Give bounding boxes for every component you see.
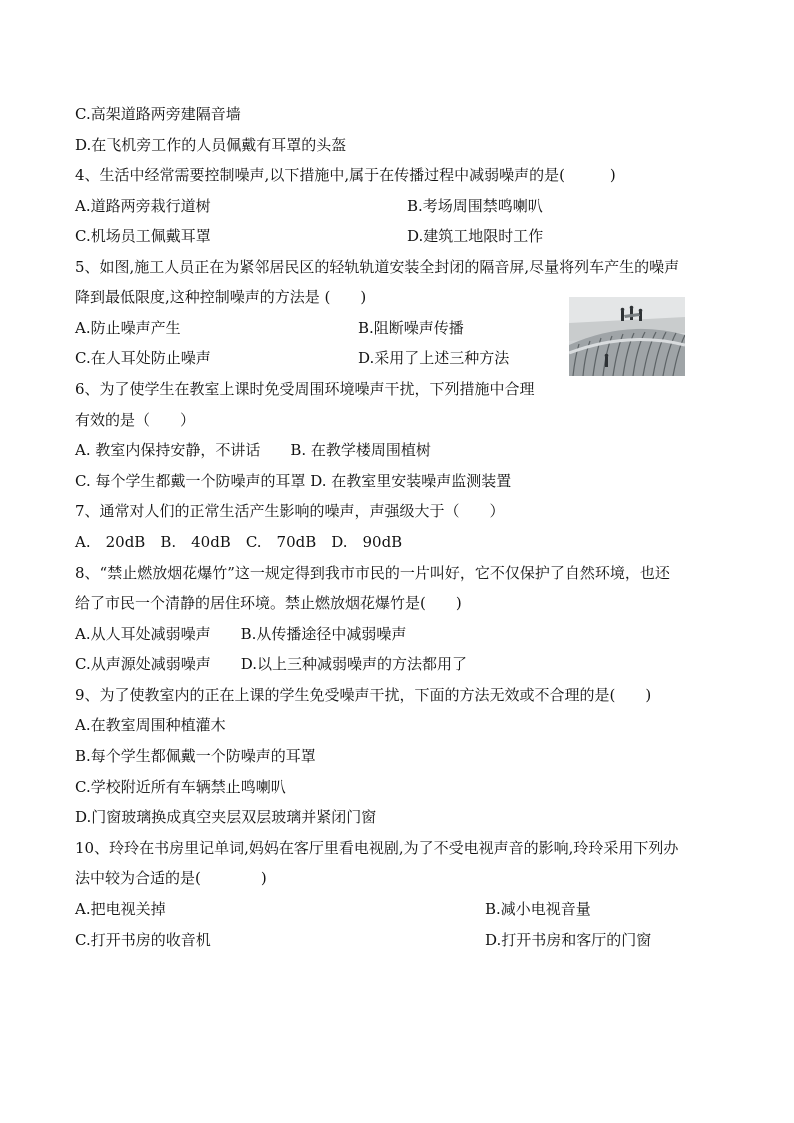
q9-stem: 9、为了使教室内的正在上课的学生免受噪声干扰，下面的方法无效或不合理的是( ) [75, 686, 652, 704]
q4-option-c: C.机场员工佩戴耳罩 [75, 227, 211, 245]
q10-option-b: B.减小电视音量 [485, 900, 591, 918]
q4-option-b: B.考场周围禁鸣喇叭 [407, 197, 543, 215]
q8-stem-line1: 8、“禁止燃放烟花爆竹”这一规定得到我市市民的一片叫好，它不仅保护了自然环境，也还 [75, 564, 670, 582]
q5-option-c: C.在人耳处防止噪声 [75, 349, 211, 367]
q4-option-d: D.建筑工地限时工作 [407, 227, 544, 245]
q5-option-b: B.阻断噪声传播 [358, 319, 464, 337]
q7-options: A. 20dB B. 40dB C. 70dB D. 90dB [75, 533, 403, 551]
q5-option-d: D.采用了上述三种方法 [358, 349, 510, 367]
q3-option-d: D.在飞机旁工作的人员佩戴有耳罩的头盔 [75, 136, 347, 154]
q5-stem-line1: 5、如图,施工人员正在为紧邻居民区的轻轨轨道安装全封闭的隔音屏,尽量将列车产生的噪声 [75, 258, 680, 276]
q3-option-c: C.高架道路两旁建隔音墙 [75, 105, 241, 123]
q5-stem-line2: 降到最低限度,这种控制噪声的方法是 ( ) [75, 288, 367, 306]
q8-options-ab: A.从人耳处减弱噪声 B.从传播途径中减弱噪声 [75, 625, 407, 643]
q6-stem-line2: 有效的是（ ） [75, 411, 196, 429]
q7-stem: 7、通常对人们的正常生活产生影响的噪声，声强级大于（ ） [75, 502, 505, 520]
noise-barrier-photo [569, 297, 685, 376]
q8-options-cd: C.从声源处减弱噪声 D.以上三种减弱噪声的方法都用了 [75, 655, 467, 673]
q6-stem-line1: 6、为了使学生在教室上课时免受周围环境噪声干扰，下列措施中合理 [75, 380, 535, 398]
q6-options-cd: C. 每个学生都戴一个防噪声的耳罩 D. 在教室里安装噪声监测装置 [75, 472, 512, 490]
q9-option-b: B.每个学生都佩戴一个防噪声的耳罩 [75, 747, 316, 765]
q10-stem-line2: 法中较为合适的是( ) [75, 869, 267, 887]
noise-barrier-illustration [569, 297, 685, 376]
q4-option-a: A.道路两旁栽行道树 [75, 197, 211, 215]
q9-option-d: D.门窗玻璃换成真空夹层双层玻璃并紧闭门窗 [75, 808, 377, 826]
q9-option-c: C.学校附近所有车辆禁止鸣喇叭 [75, 778, 286, 796]
q10-stem-line1: 10、玲玲在书房里记单词,妈妈在客厅里看电视剧,为了不受电视声音的影响,玲玲采用下列办 [75, 839, 679, 857]
q5-option-a: A.防止噪声产生 [75, 319, 181, 337]
q6-options-ab: A. 教室内保持安静，不讲话 B. 在教学楼周围植树 [75, 441, 431, 459]
q8-stem-line2: 给了市民一个清静的居住环境。禁止燃放烟花爆竹是( ) [75, 594, 462, 612]
q10-option-d: D.打开书房和客厅的门窗 [485, 931, 652, 949]
q4-stem: 4、生活中经常需要控制噪声,以下措施中,属于在传播过程中减弱噪声的是( ) [75, 166, 616, 184]
q10-option-c: C.打开书房的收音机 [75, 931, 211, 949]
q9-option-a: A.在教室周围种植灌木 [75, 716, 226, 734]
q10-option-a: A.把电视关掉 [75, 900, 166, 918]
